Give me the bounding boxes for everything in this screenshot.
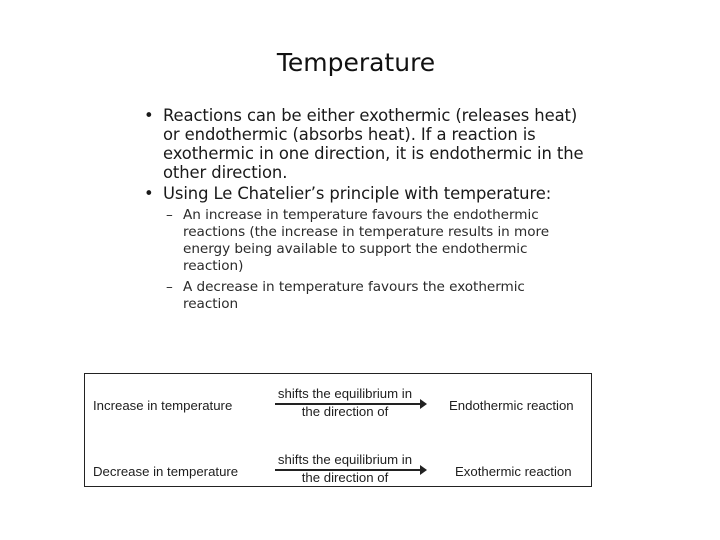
bullet-list	[144, 106, 584, 313]
bullet-dot-icon: •	[144, 106, 154, 125]
diagram-row-increase	[85, 376, 591, 422]
connector-line-1: shifts the equilibrium in	[277, 386, 413, 401]
row-result: Exothermic reaction	[455, 464, 572, 479]
sub-bullet-text: A decrease in temperature favours the exothermic reaction	[183, 279, 525, 312]
bullet-text: Using Le Chatelier’s principle with temperature:	[163, 184, 552, 203]
bullet-dot-icon: •	[144, 184, 154, 203]
connector-line-2: the direction of	[301, 470, 389, 485]
slide-title: Temperature	[276, 48, 436, 77]
connector-line-2: the direction of	[301, 404, 389, 419]
sub-bullet-item	[144, 279, 584, 313]
bullet-item	[144, 184, 584, 203]
dash-icon: –	[166, 279, 173, 295]
sub-bullet-text: An increase in temperature favours the endothermic reactions (the increase in temperature results in more energy being available to support the endothermic reaction)	[183, 207, 550, 274]
row-connector-text	[265, 386, 425, 402]
row-condition: Increase in temperature	[93, 398, 233, 413]
bullet-item	[144, 106, 584, 182]
row-condition: Decrease in temperature	[93, 464, 239, 479]
row-connector-text-2	[265, 470, 425, 486]
row-result: Endothermic reaction	[449, 398, 574, 413]
sub-bullet-item	[144, 207, 584, 275]
row-connector-text	[265, 452, 425, 468]
equilibrium-diagram	[84, 373, 592, 487]
row-connector-text-2	[265, 404, 425, 420]
bullet-text: Reactions can be either exothermic (releases heat) or endothermic (absorbs heat). If a reaction is exothermic in one direction, it is endothermic in the other direction.	[163, 106, 584, 182]
connector-line-1: shifts the equilibrium in	[277, 452, 413, 467]
dash-icon: –	[166, 207, 173, 223]
diagram-row-decrease	[85, 442, 591, 488]
